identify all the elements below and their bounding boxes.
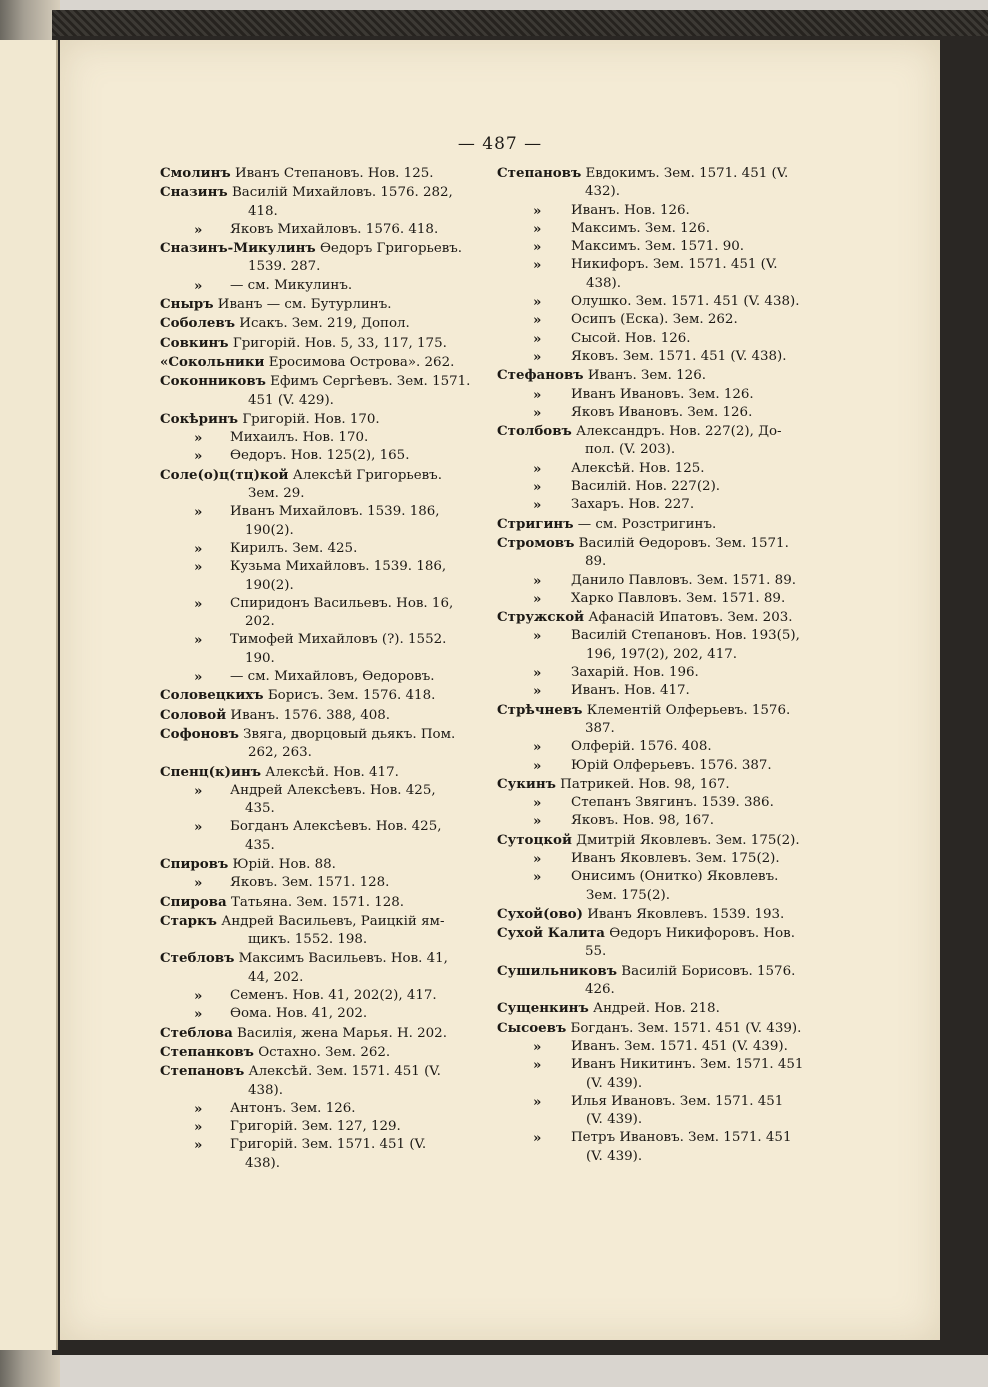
entry-surname: Софоновъ [160, 725, 239, 742]
ditto-mark: » [194, 988, 203, 1005]
entry-surname: Соконниковъ [160, 373, 266, 390]
index-subentry [160, 1005, 480, 1023]
ditto-mark: » [533, 312, 542, 329]
entry-text: Семенъ. Нов. 41, 202(2), 417. [230, 988, 437, 1004]
entry-text: Иванъ. 1576. 388, 408. [230, 707, 391, 723]
ditto-mark: » [533, 1130, 542, 1147]
entry-text: Алексѣй Григорьевъ. [292, 467, 442, 483]
index-entry [160, 353, 480, 372]
entry-text: Звяга, дворцовый дьякъ. Пом. [243, 726, 456, 742]
entry-text: Григорій. Нов. 5, 33, 117, 175. [232, 335, 447, 351]
index-subentry [160, 874, 480, 892]
ditto-mark: » [533, 665, 542, 682]
entry-continuation: 438). [245, 1155, 281, 1171]
index-subentry [497, 220, 827, 238]
index-entry [160, 295, 480, 314]
ditto-mark: » [194, 1100, 203, 1117]
entry-text: — см. Микулинъ. [230, 277, 353, 293]
index-subentry [497, 1093, 827, 1130]
entry-text: Юрій. Нов. 88. [232, 856, 336, 872]
entry-text: Иванъ Степановъ. Нов. 125. [234, 166, 434, 181]
entry-text: Григорій. Зем. 1571. 451 (V. [230, 1137, 427, 1153]
entry-surname: Стебловъ [160, 950, 235, 967]
entry-surname: Степановъ [497, 165, 582, 181]
entry-text: Остахно. Зем. 262. [258, 1044, 391, 1060]
index-subentry [160, 1136, 480, 1173]
index-entry [160, 334, 480, 353]
entry-continuation: 196, 197(2), 202, 417. [586, 646, 737, 662]
entry-continuation: 438). [586, 275, 622, 291]
entry-text: Иванъ Никитинъ. Зем. 1571. 451 [571, 1057, 804, 1073]
index-entry [160, 1024, 480, 1043]
entry-surname: Сухой Калита [497, 925, 605, 942]
entry-text: Александръ. Нов. 227(2), До- [576, 424, 782, 440]
entry-text: Яковъ Михайловъ. 1576. 418. [230, 221, 439, 237]
index-subentry [497, 386, 827, 404]
ditto-mark: » [194, 819, 203, 836]
entry-text: Борисъ. Зем. 1576. 418. [267, 688, 436, 704]
index-subentry [497, 664, 827, 682]
index-subentry [160, 558, 480, 595]
entry-continuation: 1539. 287. [248, 259, 321, 275]
entry-text: Андрей Алексѣевъ. Нов. 425, [230, 782, 436, 798]
index-entry [160, 763, 480, 782]
entry-text: Богданъ. Зем. 1571. 451 (V. 439). [570, 1020, 802, 1036]
entry-text: Өедоръ Никифоровъ. Нов. [609, 926, 795, 942]
entry-text: Максимъ. Зем. 1571. 90. [571, 239, 745, 255]
ditto-mark: » [533, 813, 542, 830]
entry-text: Еросимова Острова». 262. [268, 354, 455, 370]
entry-text: Иванъ. Нов. 417. [571, 683, 690, 699]
entry-surname: Спирова [160, 893, 227, 910]
index-entry [160, 1043, 480, 1062]
ditto-mark: » [194, 669, 203, 686]
entry-surname: Стефановъ [497, 367, 584, 384]
index-subentry [497, 794, 827, 812]
index-entry [497, 905, 827, 924]
entry-text: Никифоръ. Зем. 1571. 451 (V. [571, 257, 778, 273]
entry-continuation: (V. 439). [586, 1112, 643, 1128]
index-entry [497, 701, 827, 739]
index-subentry [497, 1129, 827, 1166]
index-subentry [160, 668, 480, 686]
index-entry [160, 1062, 480, 1100]
index-subentry [497, 627, 827, 664]
page-number: — 487 — [457, 134, 543, 154]
entry-continuation: 202. [245, 614, 275, 630]
index-entry [497, 164, 827, 202]
entry-text: Кузьма Михайловъ. 1539. 186, [230, 559, 447, 575]
entry-text: Степанъ Звягинъ. 1539. 386. [571, 795, 774, 811]
entry-text: Патрикей. Нов. 98, 167. [560, 776, 730, 792]
ditto-mark: » [194, 595, 203, 612]
index-subentry [160, 429, 480, 447]
index-entry [160, 855, 480, 874]
entry-surname: Сукинъ [497, 775, 556, 792]
index-subentry [497, 311, 827, 329]
index-entry [160, 912, 480, 950]
entry-text: Сысой. Нов. 126. [571, 330, 691, 346]
entry-text: Максимъ. Зем. 126. [571, 220, 710, 236]
entry-text: Иванъ Ивановъ. Зем. 126. [571, 386, 754, 402]
entry-surname: Сухой(ово) [497, 905, 583, 922]
entry-continuation: 435. [245, 801, 275, 817]
index-entry [497, 608, 827, 627]
ditto-mark: » [533, 220, 542, 237]
index-entry [160, 314, 480, 333]
entry-surname: Стромовъ [497, 534, 575, 551]
index-subentry [497, 850, 827, 868]
ditto-mark: » [533, 330, 542, 347]
index-subentry [497, 330, 827, 348]
entry-text: Иванъ. Зем. 126. [587, 368, 706, 384]
entry-continuation: 190(2). [245, 522, 294, 538]
index-entry [160, 410, 480, 429]
index-subentry [497, 404, 827, 422]
entry-text: Василія, жена Марья. Н. 202. [237, 1025, 447, 1041]
index-subentry [497, 682, 827, 700]
ditto-mark: » [194, 448, 203, 465]
entry-surname: Сназинъ-Микулинъ [160, 240, 316, 257]
index-entry [497, 999, 827, 1018]
entry-text: Алексѣй. Нов. 417. [265, 764, 399, 780]
entry-text: Юрій Олферьевъ. 1576. 387. [571, 757, 772, 773]
index-entry [497, 515, 827, 534]
index-subentry [497, 1038, 827, 1056]
entry-continuation: 435. [245, 837, 275, 853]
entry-surname: Совкинъ [160, 334, 229, 351]
entry-continuation: щикъ. 1552. 198. [248, 932, 368, 948]
index-subentry [497, 572, 827, 590]
entry-continuation: Зем. 29. [248, 486, 305, 502]
entry-text: Василій Борисовъ. 1576. [621, 963, 796, 979]
ditto-mark: » [194, 221, 203, 238]
entry-text: Василій Степановъ. Нов. 193(5), [571, 628, 800, 644]
index-entry [497, 366, 827, 385]
entry-text: Олферій. 1576. 408. [571, 739, 712, 755]
entry-surname: Сныръ [160, 296, 214, 313]
entry-continuation: 438). [248, 1082, 284, 1098]
index-entry [160, 466, 480, 504]
index-entry [160, 725, 480, 763]
index-entry [160, 183, 480, 221]
index-subentry [497, 460, 827, 478]
entry-surname: «Сокольники [160, 353, 265, 370]
entry-surname: Столбовъ [497, 423, 572, 440]
ditto-mark: » [533, 497, 542, 514]
entry-surname: Сокѣринъ [160, 410, 239, 427]
entry-text: Татьяна. Зем. 1571. 128. [230, 894, 405, 910]
ditto-mark: » [533, 479, 542, 496]
index-subentry [497, 348, 827, 366]
index-subentry [160, 1118, 480, 1136]
entry-surname: Степановъ [160, 1063, 245, 1080]
ditto-mark: » [194, 1137, 203, 1154]
entry-text: Максимъ Васильевъ. Нов. 41, [238, 951, 448, 967]
ditto-mark: » [194, 1119, 203, 1136]
index-subentry [497, 496, 827, 514]
entry-text: Антонъ. Зем. 126. [230, 1100, 356, 1116]
index-subentry [497, 868, 827, 905]
entry-text: Василій Михайловъ. 1576. 282, [231, 185, 453, 201]
ditto-mark: » [194, 504, 203, 521]
index-subentry [497, 738, 827, 756]
index-entry [160, 706, 480, 725]
ditto-mark: » [533, 1093, 542, 1110]
left-column [160, 164, 480, 1173]
index-subentry [160, 221, 480, 239]
entry-text: Иванъ. Зем. 1571. 451 (V. 439). [571, 1038, 788, 1054]
ditto-mark: » [533, 628, 542, 645]
ditto-mark: » [533, 1038, 542, 1055]
ditto-mark: » [533, 348, 542, 365]
ditto-mark: » [194, 277, 203, 294]
entry-text: Евдокимъ. Зем. 1571. 451 (V. [585, 166, 789, 181]
index-subentry [160, 1100, 480, 1118]
ditto-mark: » [533, 460, 542, 477]
ditto-mark: » [194, 782, 203, 799]
index-entry [497, 1019, 827, 1038]
ditto-mark: » [194, 430, 203, 447]
index-subentry [160, 782, 480, 819]
entry-continuation: 190(2). [245, 577, 294, 593]
ditto-mark: » [533, 239, 542, 256]
index-entry [497, 962, 827, 1000]
entry-surname: Стружской [497, 609, 585, 626]
index-subentry [497, 256, 827, 293]
entry-text: — см. Розстригинъ. [577, 516, 717, 532]
entry-text: Ефимъ Сергѣевъ. Зем. 1571. [270, 374, 471, 390]
entry-surname: Сушильниковъ [497, 962, 617, 979]
ditto-mark: » [194, 559, 203, 576]
ditto-mark: » [533, 257, 542, 274]
entry-surname: Соловецкихъ [160, 687, 264, 704]
entry-text: Иванъ — см. Бутурлинъ. [217, 297, 392, 313]
entry-continuation: 89. [585, 554, 607, 570]
index-entry [160, 949, 480, 987]
ditto-mark: » [194, 632, 203, 649]
index-subentry [497, 812, 827, 830]
entry-text: Осипъ (Еска). Зем. 262. [571, 312, 738, 328]
entry-continuation: 44, 202. [248, 969, 304, 985]
index-subentry [160, 595, 480, 632]
entry-continuation: 387. [585, 720, 615, 736]
ditto-mark: » [194, 1006, 203, 1023]
right-column [497, 164, 827, 1166]
entry-surname: Спировъ [160, 855, 229, 872]
entry-text: Григорій. Зем. 127, 129. [230, 1119, 401, 1135]
ditto-mark: » [194, 540, 203, 557]
entry-surname: Соболевъ [160, 315, 235, 332]
entry-text: Илья Ивановъ. Зем. 1571. 451 [571, 1093, 784, 1109]
entry-text: Спиридонъ Васильевъ. Нов. 16, [230, 595, 454, 611]
index-entry [497, 831, 827, 850]
entry-text: Захаръ. Нов. 227. [571, 497, 695, 513]
entry-text: Михаилъ. Нов. 170. [230, 430, 369, 446]
entry-surname: Смолинъ [160, 165, 231, 181]
index-subentry [497, 757, 827, 775]
entry-continuation: 190. [245, 650, 275, 666]
entry-text: Клементій Олферьевъ. 1576. [586, 702, 791, 718]
entry-text: Алексѣй. Нов. 125. [571, 460, 705, 476]
entry-continuation: Зем. 175(2). [586, 887, 670, 903]
entry-text: Тимофей Михайловъ (?). 1552. [230, 632, 447, 648]
entry-text: Иванъ. Нов. 126. [571, 202, 690, 218]
entry-continuation: 451 (V. 429). [248, 392, 334, 408]
entry-text: Афанасій Ипатовъ. Зем. 203. [588, 610, 793, 626]
index-subentry [497, 238, 827, 256]
ditto-mark: » [533, 795, 542, 812]
index-subentry [160, 818, 480, 855]
index-entry [497, 775, 827, 794]
entry-continuation: 55. [585, 944, 607, 960]
index-subentry [160, 277, 480, 295]
entry-text: Яковъ. Нов. 98, 167. [571, 813, 714, 829]
ditto-mark: » [533, 386, 542, 403]
entry-text: Исакъ. Зем. 219, Допол. [239, 316, 410, 332]
index-subentry [497, 202, 827, 220]
ditto-mark: » [533, 590, 542, 607]
entry-surname: Стрѣчневъ [497, 701, 583, 718]
entry-text: Григорій. Нов. 170. [242, 411, 380, 427]
ditto-mark: » [533, 572, 542, 589]
entry-text: Алексѣй. Зем. 1571. 451 (V. [248, 1064, 441, 1080]
entry-text: Яковъ. Зем. 1571. 128. [230, 875, 390, 891]
entry-continuation: 262, 263. [248, 745, 312, 761]
ditto-mark: » [533, 757, 542, 774]
entry-continuation: (V. 439). [586, 1148, 643, 1164]
entry-text: Өома. Нов. 41, 202. [230, 1006, 368, 1022]
entry-text: Яковъ. Зем. 1571. 451 (V. 438). [571, 348, 787, 364]
entry-text: Өедоръ Григорьевъ. [319, 241, 463, 257]
index-entry [497, 534, 827, 572]
index-subentry [160, 447, 480, 465]
entry-text: Иванъ Яковлевъ. 1539. 193. [587, 906, 785, 922]
ditto-mark: » [533, 739, 542, 756]
index-entry [160, 686, 480, 705]
entry-text: Богданъ Алексѣевъ. Нов. 425, [230, 819, 442, 835]
index-subentry [497, 590, 827, 608]
entry-text: Василій Өедоровъ. Зем. 1571. [578, 535, 789, 551]
entry-text: Харко Павловъ. Зем. 1571. 89. [571, 590, 786, 606]
entry-text: Кирилъ. Зем. 425. [230, 540, 358, 556]
entry-surname: Сназинъ [160, 184, 228, 201]
entry-text: Андрей. Нов. 218. [592, 1001, 720, 1017]
entry-continuation: (V. 439). [586, 1075, 643, 1091]
entry-text: Василій. Нов. 227(2). [571, 479, 721, 495]
entry-continuation: 432). [585, 184, 621, 200]
ditto-mark: » [533, 1057, 542, 1074]
ditto-mark: » [533, 294, 542, 311]
index-entry [160, 893, 480, 912]
ditto-mark: » [533, 850, 542, 867]
ditto-mark: » [194, 875, 203, 892]
entry-text: Олушко. Зем. 1571. 451 (V. 438). [571, 294, 800, 310]
book-page [60, 40, 940, 1340]
index-subentry [497, 478, 827, 496]
entry-surname: Стригинъ [497, 515, 574, 532]
entry-text: Иванъ Михайловъ. 1539. 186, [230, 504, 440, 520]
entry-text: Андрей Васильевъ, Раицкій ям- [221, 913, 445, 929]
index-subentry [160, 540, 480, 558]
index-subentry [160, 503, 480, 540]
entry-surname: Спенц(к)инъ [160, 763, 262, 780]
index-entry [160, 239, 480, 277]
index-subentry [497, 293, 827, 311]
index-entry [160, 164, 480, 183]
ditto-mark: » [533, 202, 542, 219]
entry-text: Данило Павловъ. Зем. 1571. 89. [571, 572, 796, 588]
entry-text: — см. Михайловъ, Өедоровъ. [230, 669, 435, 685]
entry-continuation: 418. [248, 203, 278, 219]
entry-text: Өедоръ. Нов. 125(2), 165. [230, 448, 410, 464]
entry-text: Дмитрій Яковлевъ. Зем. 175(2). [576, 832, 800, 848]
index-entry [497, 422, 827, 460]
index-subentry [160, 987, 480, 1005]
ditto-mark: » [533, 869, 542, 886]
entry-surname: Степанковъ [160, 1043, 254, 1060]
index-entry [160, 372, 480, 410]
entry-surname: Старкъ [160, 912, 217, 929]
index-entry [497, 924, 827, 962]
ditto-mark: » [533, 683, 542, 700]
entry-surname: Соле(о)ц(тц)кой [160, 466, 289, 483]
index-subentry [160, 631, 480, 668]
entry-text: Иванъ Яковлевъ. Зем. 175(2). [571, 850, 780, 866]
ditto-mark: » [533, 404, 542, 421]
entry-text: Захарій. Нов. 196. [571, 665, 699, 681]
entry-continuation: 426. [585, 982, 615, 998]
entry-surname: Соловой [160, 706, 227, 723]
entry-text: Яковъ Ивановъ. Зем. 126. [571, 404, 753, 420]
index-subentry [497, 1056, 827, 1093]
entry-surname: Сутоцкой [497, 831, 572, 848]
entry-surname: Сущенкинъ [497, 1000, 589, 1017]
entry-surname: Стеблова [160, 1024, 233, 1041]
entry-continuation: пол. (V. 203). [585, 442, 676, 458]
previous-page-edge [0, 40, 58, 1350]
entry-text: Петръ Ивановъ. Зем. 1571. 451 [571, 1130, 792, 1146]
entry-text: Онисимъ (Онитко) Яковлевъ. [571, 869, 779, 885]
entry-surname: Сысоевъ [497, 1019, 567, 1036]
